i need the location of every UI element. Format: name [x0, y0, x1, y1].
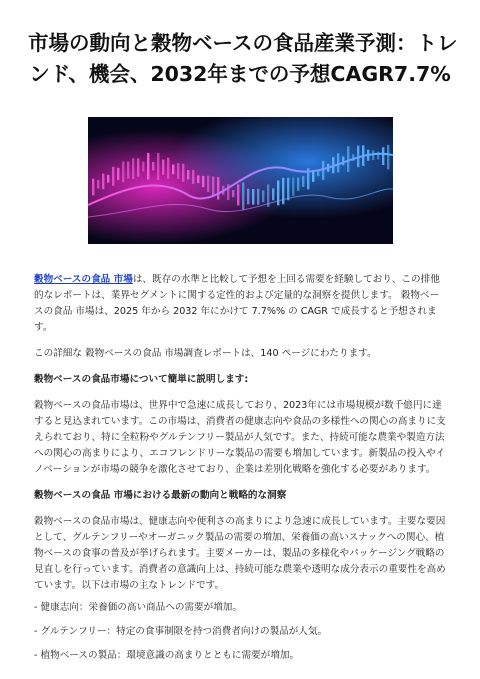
decorative-candle — [172, 165, 174, 175]
decorative-candle — [92, 179, 94, 196]
stock-chart-image — [88, 117, 393, 244]
decorative-candle — [287, 178, 289, 200]
decorative-candle — [322, 161, 324, 180]
section1-body: 穀物ベースの食品市場は、世界中で急速に成長しており、2023年には市場規模が数千億円に達すると見込まれています。この市場は、消費者の健康志向や食品の多様性への関心の高まりに支えられており、特に全粒粉やグルテンフリー製品が人気です。また、持続可能な農業や製造方法への関心の高まりにより、エコフレンドリーな製品の需要も増加しています。新製品の投入やイノベーションが市場の競争を激化させており、企業は差別化戦略を強化する必要があります。 — [34, 400, 446, 475]
decorative-candle — [282, 178, 284, 204]
decorative-candle — [377, 152, 379, 160]
title-line-2: ンド、機会、2032年までの予想CAGR7.7% — [29, 62, 451, 86]
decorative-candle — [382, 147, 384, 165]
bullet-item: - 植物ベースの製品：環境意識の高まりとともに需要が増加。 — [34, 650, 300, 661]
section2-body: 穀物ベースの食品市場は、健康志向や便利さの高まりにより急速に成長しています。主要な要因として、グルテンフリーやオーガニック製品の需要の増加、栄養価の高いスナックへの関心、植物ベースの食事の普及が挙げられます。主要メーカーは、製品の多様化やパッケージング戦略の見直しを行っています。消費者の意識向上は、持続可能な農業や透明な成分表示の重要性を高めています。以下は市場の主なトレンドです。 — [34, 516, 446, 591]
decorative-candle — [302, 176, 304, 187]
decorative-candle — [112, 167, 114, 186]
decorative-candle — [217, 177, 219, 200]
decorative-candle — [167, 158, 169, 179]
decorative-candle — [252, 189, 254, 205]
intro-paragraph — [34, 272, 446, 336]
pages-note: この詳細な 穀物ベースの食品 市場調査レポートは、140 ページにわたります。 — [34, 348, 377, 359]
market-link[interactable]: 穀物ベースの食品 市場 — [34, 274, 133, 285]
decorative-candle — [182, 164, 184, 182]
bullet-item: - 健康志向：栄養価の高い商品への需要が増加。 — [34, 602, 242, 613]
decorative-candle — [147, 153, 149, 180]
decorative-candle — [272, 188, 274, 200]
decorative-candle — [97, 180, 99, 189]
decorative-candle — [152, 162, 154, 171]
section2-heading: 穀物ベースの食品 市場における最新の動向と戦略的な洞察 — [34, 490, 287, 501]
section1-heading: 穀物ベースの食品市場について簡単に説明します: — [34, 374, 249, 385]
decorative-candle — [117, 168, 119, 180]
decorative-candle — [157, 153, 159, 180]
decorative-candle — [212, 176, 214, 195]
decorative-candle — [387, 145, 389, 170]
decorative-candle — [337, 153, 339, 172]
hero-image — [88, 117, 393, 244]
decorative-candle — [107, 175, 109, 183]
decorative-candle — [247, 189, 249, 205]
title-line-1: 市場の動向と穀物ベースの食品産業予測：トレ — [28, 31, 458, 55]
page-title — [28, 28, 458, 90]
decorative-candle — [197, 175, 199, 183]
decorative-candle — [187, 170, 189, 179]
decorative-candle — [142, 162, 144, 172]
decorative-candle — [207, 176, 209, 192]
decorative-candle — [162, 160, 164, 175]
decorative-candle — [127, 162, 129, 179]
intro-text: は、既存の水準と比較して予想を上回る需要を経験しており、この排他的なレポートは、業界セグメントに関する定性的および定量的な洞察を提供します。 穀物ベースの食品 市場は、2025 年から 2032 年にかけて 7.7%% の CAGR で成長すると予想されます。 — [34, 274, 440, 333]
decorative-candle — [297, 178, 299, 191]
decorative-candle — [132, 158, 134, 179]
decorative-candle — [262, 190, 264, 202]
decorative-candle — [202, 176, 204, 187]
decorative-candle — [242, 182, 244, 209]
decorative-candle — [347, 146, 349, 172]
decorative-candle — [122, 162, 124, 182]
decorative-candle — [177, 163, 179, 179]
article-body — [34, 272, 446, 664]
decorative-candle — [137, 158, 139, 176]
decorative-candle — [257, 189, 259, 205]
decorative-candle — [192, 170, 194, 184]
decorative-candle — [292, 178, 294, 196]
bullet-item: - グルテンフリー：特定の食事制限を持つ消費者向けの製品が人気。 — [34, 626, 328, 637]
decorative-candle — [232, 190, 234, 197]
decorative-candle — [342, 156, 344, 165]
decorative-candle — [102, 174, 104, 190]
decorative-candle — [237, 184, 239, 205]
